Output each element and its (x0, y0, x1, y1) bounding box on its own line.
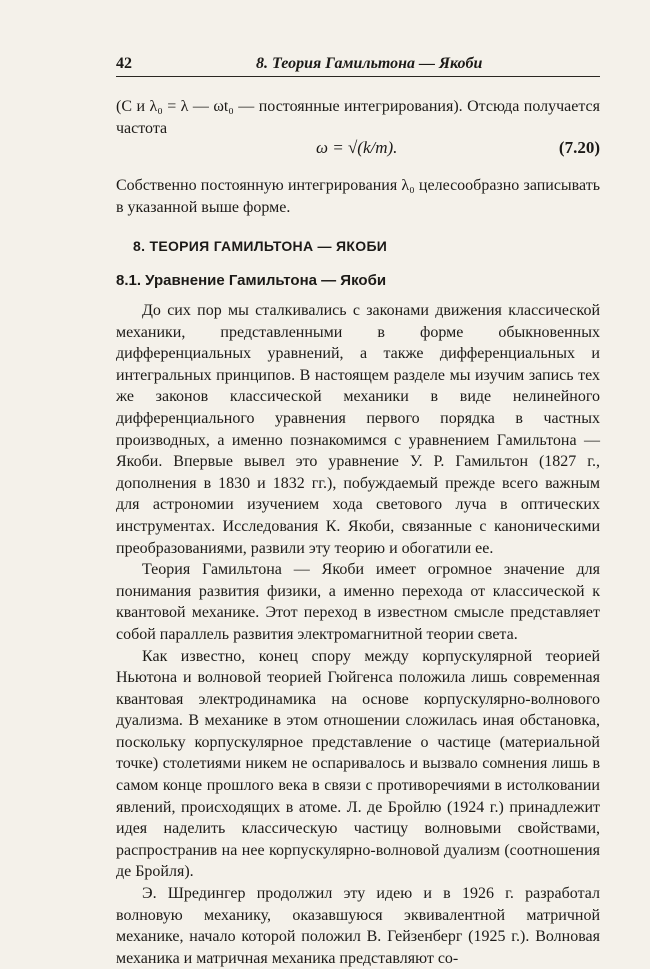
intro-paragraph: (C и λ₀ = λ — ωt₀ — постоянные интегрирования). Отсюда получается частота (116, 98, 600, 137)
body-paragraph-2: Теория Гамильтона — Якоби имеет огромное значение для понимания развития физики, а именно перехода от классической к квантовой механике. Этот переход в известном смысле представляет собой параллель развития электромагнитной теории света. (116, 561, 600, 643)
body-paragraph-1: До сих пор мы сталкивались с законами движения классической механики, представленными в форме обыкновенных дифференциальных уравнений, а также дифференциальных и интегральных принципов. В настоящем разделе мы изучим запись тех же законов классической механики в виде нелинейного дифференциального уравнения первого порядка в частных производных, а именно познакомимся с уравнением Гамильтона — Якоби. Впервые вывел это уравнение У. Р. Гамильтон (1827 г., дополнения в 1830 и 1832 гг.), побуждаемый прежде всего важным для астрономии изучением хода светового луча в оптических инструментах. Исследования К. Якоби, связанные с каноническими преобразованиями, развили эту теорию и обогатили ее. (116, 302, 600, 557)
intro-block (116, 96, 600, 139)
equation-7-20 (116, 138, 600, 162)
page-number: 42 (116, 55, 132, 72)
after-equation-block (116, 175, 600, 218)
subsection-title: 8.1. Уравнение Гамильтона — Якоби (116, 272, 387, 289)
running-title: 8. Теория Гамильтона — Якоби (256, 55, 483, 72)
section-title: 8. ТЕОРИЯ ГАМИЛЬТОНА — ЯКОБИ (133, 238, 388, 254)
page-header (116, 52, 600, 77)
after-equation-paragraph: Собственно постоянную интегрирования λ₀ целесообразно записывать в указанной выше форме. (116, 177, 600, 216)
body-text (116, 300, 600, 969)
equation-number: (7.20) (558, 138, 600, 157)
body-paragraph-3: Как известно, конец спору между корпускулярной теорией Ньютона и волновой теорией Гюйгенса положила лишь современная квантовая электродинамика на основе корпускулярно-волнового дуализма. В механике в этом отношении сложилась иная обстановка, поскольку корпускулярное представление о частице (материальной точке) столетиями никем не оспаривалось и вызвало сомнения лишь в самом конце прошлого века в связи с противоречиями в истолковании явлений, происходящих в атоме. Л. де Бройлю (1924 г.) принадлежит идея наделить классическую частицу волновыми свойствами, распространив на нее корпускулярно-волновой дуализм (соотношения де Бройля). (116, 647, 600, 881)
body-paragraph-4: Э. Шредингер продолжил эту идею и в 1926 г. разработал волновую механику, оказавшуюся эквивалентной матричной механике, начало которой положил В. Гейзенберг (1925 г.). Волновая механика и матричная механика представляют со- (116, 885, 600, 967)
equation-body: ω = √(k/m). (316, 138, 398, 157)
